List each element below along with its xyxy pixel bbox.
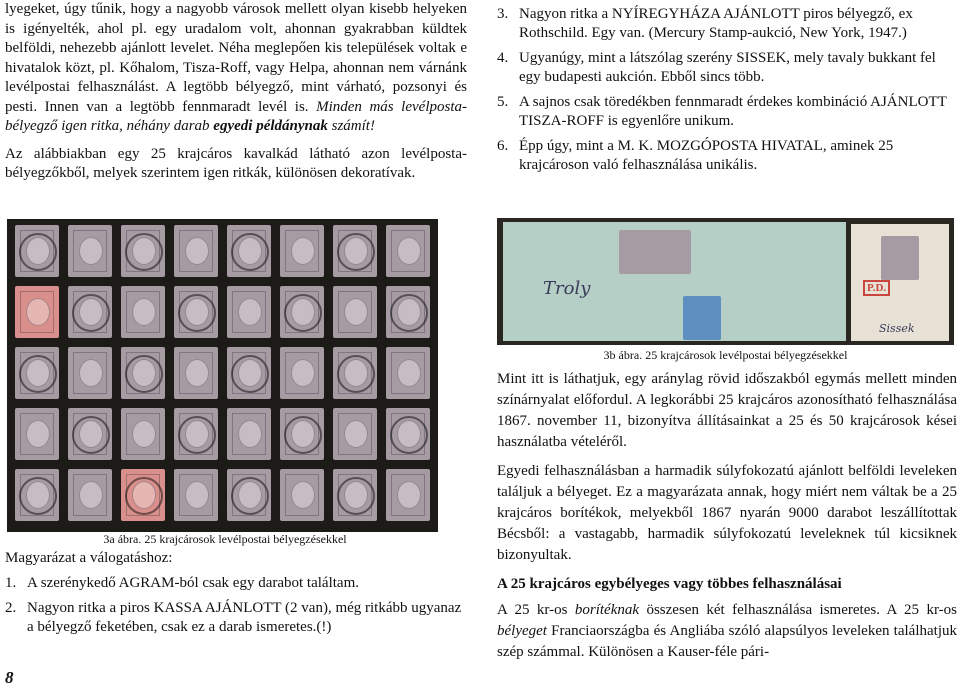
stamp-image	[227, 286, 271, 338]
handwriting: Sissek	[879, 322, 915, 335]
list-item: 4. Ugyanúgy, mint a látszólag szerény SISSEK, mely tavaly bukkant fel egy budapesti aukción. Ebből sincs több.	[497, 50, 936, 85]
stamp-image	[386, 408, 430, 460]
cover-fragment-white	[851, 224, 949, 341]
stamp-image	[280, 408, 324, 460]
stamp-image	[15, 408, 59, 460]
left-lower	[5, 532, 467, 637]
stamp-image	[227, 469, 271, 521]
stamp-image	[121, 469, 165, 521]
stamp-image	[333, 469, 377, 521]
stamp-image	[121, 225, 165, 277]
right-lower	[497, 348, 957, 663]
cover-fragment-green	[503, 222, 846, 341]
red-pd-mark: P.D.	[863, 280, 890, 296]
list-item: 2. Nagyon ritka a piros KASSA AJÁNLOTT (2 van), még ritkább ugyanaz a bélyegző feketében, csak ez a darab ismeretes.(!)	[5, 600, 462, 635]
right-column	[497, 5, 957, 175]
cover-photo-3b	[497, 218, 954, 345]
stamp-image	[881, 236, 919, 280]
stamp-plate-3a	[7, 219, 438, 532]
stamp-image	[386, 286, 430, 338]
right-paragraph-2: Egyedi felhasználásban a harmadik súlyfokozatú ajánlott belföldi leveleken találjuk a bélyeget. Ez a magyarázata annak, hogy miért nem váltak be a 25 krajcáros borítékok, melyekből 1867 nyarán 9000 darabot leszállítottak Bécsből: a vastagabb, harmadik súlyfokozatú leveleknek túl kicsiknek bizonyultak.	[497, 463, 957, 563]
handwriting: Troly	[543, 278, 591, 299]
stamp-image	[68, 469, 112, 521]
right-paragraph-3: A 25 kr-os borítéknak összesen két felhasználása ismeretes. A 25 kr-os bélyeget Franciaországba és Angliába szóló alapsúlyos leveleken találhatjuk szép számmal. Különösen a Kauser-féle pári-	[497, 602, 957, 660]
stamp-image	[121, 408, 165, 460]
stamp-image	[386, 347, 430, 399]
stamp-image	[68, 408, 112, 460]
left-paragraph-2: Az alábbiakban egy 25 krajcáros kavalkád látható azon levélposta-bélyegzőkből, melyek szerintem igen ritkák, különösen dekoratívak.	[5, 145, 467, 181]
stamp-image	[174, 286, 218, 338]
left-paragraph-1: lyegeket, úgy tűnik, hogy a nagyobb városok mellett olyan kisebb helyeken is igényelték, ahol pl. egy uradalom volt, ahonnan gyakrabban küldtek belföldi, nehezebb ajánlott levelet. Néha meglepően kis települések voltak e hivatalok közt, pl. Kőhalom, Tisza-Roff, vagy Helpa, ahonnan nem várnánk levélpostai felhasználást. A legtöbb bélyegző, mint várható, pozsonyi és pesti. Innen van a legtöbb fennmaradt levél is. Minden más levélposta-bélyegző igen ritka, néhány darab egyedi példánynak számít!	[5, 1, 467, 134]
stamp-image	[68, 286, 112, 338]
stamp-image	[174, 347, 218, 399]
stamp-image	[174, 225, 218, 277]
stamp-image	[15, 347, 59, 399]
left-column	[5, 0, 467, 184]
stamp-image	[653, 230, 691, 274]
stamp-image	[15, 469, 59, 521]
stamp-image	[683, 296, 721, 340]
figure-caption-3a: 3a ábra. 25 krajcárosok levélpostai bélyegzésekkel	[103, 532, 347, 546]
stamp-image	[227, 347, 271, 399]
stamp-image	[386, 469, 430, 521]
stamp-image	[280, 347, 324, 399]
stamp-image	[68, 225, 112, 277]
stamp-image	[333, 286, 377, 338]
stamp-image	[280, 469, 324, 521]
list-item: 3. Nagyon ritka a NYÍREGYHÁZA AJÁNLOTT piros bélyegző, ex Rothschild. Egy van. (Mercury Stamp-aukció, New York, 1947.)	[497, 6, 913, 41]
stamp-image	[174, 408, 218, 460]
list-heading: Magyarázat a válogatáshoz:	[5, 550, 173, 566]
stamp-image	[333, 225, 377, 277]
section-heading: A 25 krajcáros egybélyeges vagy többes felhasználásai	[497, 576, 842, 592]
list-item: 6. Épp úgy, mint a M. K. MOZGÓPOSTA HIVATAL, aminek 25 krajcároson való felhasználása unikális.	[497, 138, 894, 173]
stamp-image	[174, 469, 218, 521]
list-item: 1. A szerénykedő AGRAM-ból csak egy darabot találtam.	[5, 575, 359, 591]
stamp-image	[15, 286, 59, 338]
stamp-image	[121, 286, 165, 338]
list-item: 5. A sajnos csak töredékben fennmaradt érdekes kombináció AJÁNLOTT TISZA-ROFF is egyenlőre unikum.	[497, 94, 947, 129]
stamp-image	[333, 347, 377, 399]
stamp-image	[227, 225, 271, 277]
stamp-image	[280, 286, 324, 338]
page-number: 8	[5, 668, 14, 687]
stamp-image	[15, 225, 59, 277]
right-paragraph-1: Mint itt is láthatjuk, egy aránylag rövid időszakból egymás mellett minden színárnyalat előfordul. A legkorábbi 25 krajcáros azonosítható felhasználása 1867. november 11, bizonyítva állításainkat a 25 és 50 krajcárosok kései használatba vételéről.	[497, 371, 957, 450]
stamp-image	[68, 347, 112, 399]
stamp-image	[227, 408, 271, 460]
stamp-image	[121, 347, 165, 399]
stamp-image	[619, 230, 657, 274]
stamp-image	[280, 225, 324, 277]
figure-caption-3b: 3b ábra. 25 krajcárosok levélpostai bélyegzésekkel	[603, 348, 848, 362]
stamp-image	[386, 225, 430, 277]
stamp-image	[333, 408, 377, 460]
